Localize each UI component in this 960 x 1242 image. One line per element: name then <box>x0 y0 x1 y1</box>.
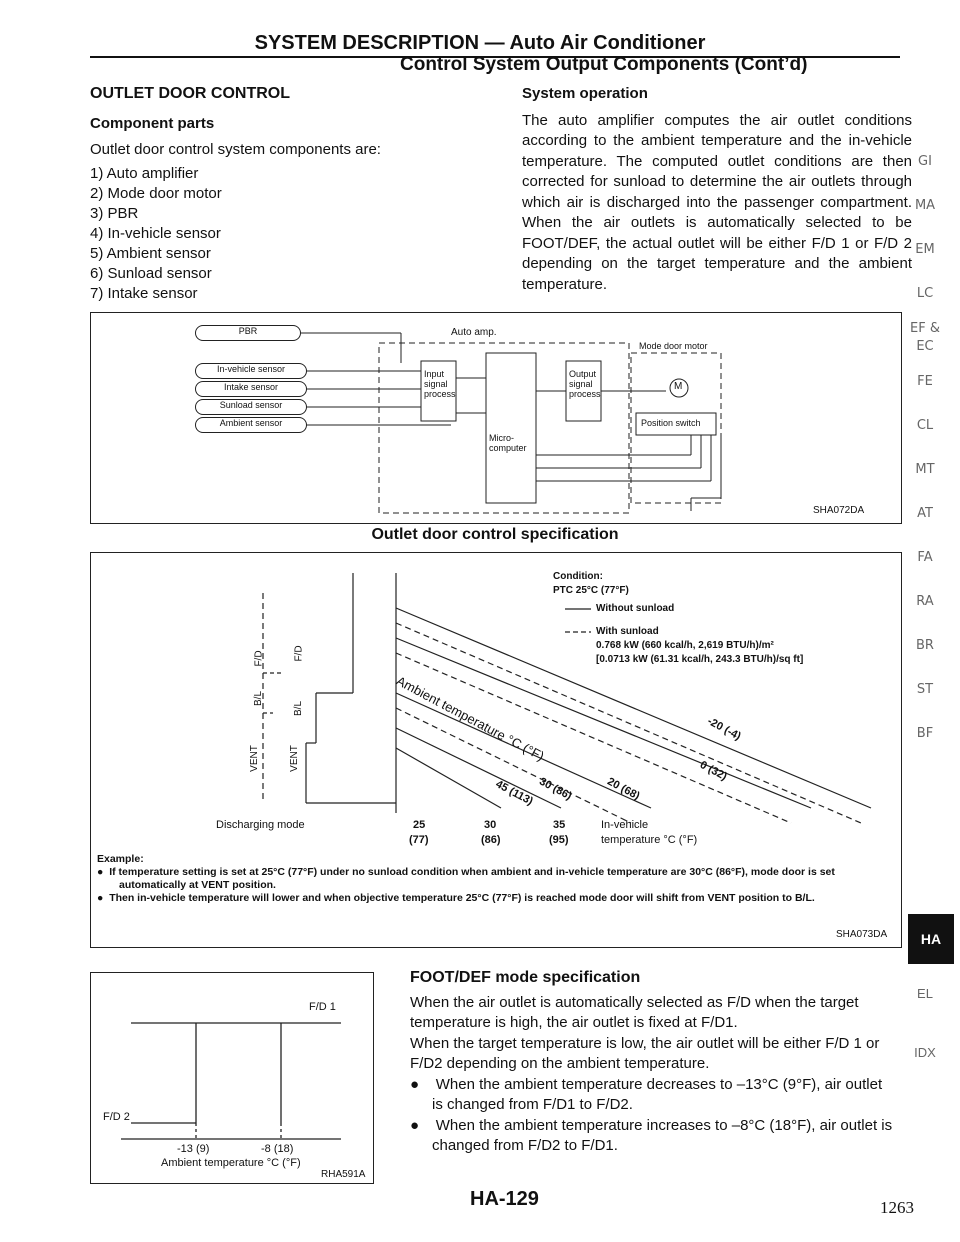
side-tab-at[interactable]: AT <box>917 506 933 521</box>
side-tab-br[interactable]: BR <box>916 638 934 653</box>
footdef-section <box>410 968 895 1157</box>
component-list <box>90 164 470 304</box>
fd-x-title: Ambient temperature °C (°F) <box>161 1157 301 1169</box>
side-tab-ra[interactable]: RA <box>916 594 934 609</box>
footdef-title: FOOT/DEF mode specification <box>410 969 641 986</box>
side-tab-em[interactable]: EM <box>915 242 935 257</box>
section-title: OUTLET DOOR CONTROL <box>90 85 290 102</box>
ambient-label: Ambient temperature °C (°F) <box>393 673 547 764</box>
x-title: In-vehicle <box>601 819 649 831</box>
x-tick-f: (95) <box>549 834 569 846</box>
list-item: 4) In-vehicle sensor <box>90 225 221 242</box>
side-tab-el[interactable]: EL <box>917 986 933 1001</box>
x-tick: 30 <box>484 819 497 831</box>
list-item: 3) PBR <box>90 205 139 222</box>
footdef-bullet: ● When the ambient temperature increases to –8°C (18°F), air outlet is changed from F/D2 to F/D1. <box>410 1116 893 1154</box>
x-tick-f: (77) <box>409 834 429 846</box>
legend-solid: Without sunload <box>596 603 675 614</box>
condition-title: Condition: <box>553 571 603 582</box>
side-tab-ma[interactable]: MA <box>914 198 936 213</box>
side-tab-gi[interactable]: GI <box>918 154 932 169</box>
auto-amp-label: Auto amp. <box>451 327 497 338</box>
side-tab-idx[interactable]: IDX <box>914 1045 936 1060</box>
sensor-sunload: Sunload sensor <box>195 399 307 415</box>
x-title: temperature °C (°F) <box>601 834 698 846</box>
input-block-label: Input signal process <box>424 369 456 399</box>
component-title: Component parts <box>90 115 215 132</box>
page-subtitle: Control System Output Components (Cont’d) <box>400 54 808 75</box>
right-column <box>522 84 912 295</box>
side-tab-mt[interactable]: MT <box>915 462 935 477</box>
line-label: 20 (68) <box>605 775 642 803</box>
output-block-label: Output signal process <box>569 369 601 399</box>
motor-title: Mode door motor <box>639 341 708 351</box>
side-tab-bf[interactable]: BF <box>916 726 934 741</box>
spec-diagram <box>90 552 902 948</box>
sunload-value-2: [0.0713 kW (61.31 kcal/h, 243.3 BTU/h)/sq ft] <box>596 654 804 665</box>
side-tab-ef-ec[interactable]: EF & EC <box>910 321 940 354</box>
example-item: ● If temperature setting is set at 25°C (77°F) under no sunload condition when ambient and in-vehicle temperature are 30°C (86°F), mode door is set automatically at VENT position. <box>97 866 835 891</box>
sensor-intake: Intake sensor <box>195 381 307 397</box>
discharging-mode-label: Discharging mode <box>216 819 305 831</box>
page-title: SYSTEM DESCRIPTION — Auto Air Conditioner <box>254 32 706 54</box>
vent-label: VENT <box>248 745 260 772</box>
example-item: ● Then in-vehicle temperature will lower and when objective temperature 25°C (77°F) is reached mode door will shift from VENT position to B/L. <box>97 892 815 904</box>
example-title: Example: <box>97 853 144 865</box>
side-tab-fa[interactable]: FA <box>917 550 933 565</box>
side-tab-st[interactable]: ST <box>916 682 934 697</box>
line-label: 45 (113) <box>493 778 535 808</box>
side-tabs <box>905 140 945 756</box>
spec-caption: Outlet door control specification <box>371 526 619 543</box>
fd-tick: -8 (18) <box>261 1143 294 1155</box>
motor-symbol: M <box>674 381 683 392</box>
bl-label: B/L <box>293 700 305 717</box>
left-column <box>90 84 470 304</box>
micro-label: Micro-computer <box>489 433 527 453</box>
fd-diagram <box>90 972 374 1184</box>
system-operation-title: System operation <box>522 85 648 102</box>
fd-tick: -13 (9) <box>177 1143 210 1155</box>
fd-label: F/D <box>293 645 305 662</box>
diagram-code: SHA073DA <box>836 929 888 940</box>
x-tick-f: (86) <box>481 834 501 846</box>
bl-label: B/L <box>253 690 265 707</box>
x-tick: 25 <box>413 819 426 831</box>
list-item: 6) Sunload sensor <box>90 265 212 282</box>
footdef-p2: When the target temperature is low, the air outlet will be either F/D 1 or F/D2 depending on the ambient temperature. <box>410 1034 880 1072</box>
line-label: 0 (32) <box>697 758 729 784</box>
example-block <box>97 853 892 905</box>
block-diagram <box>90 312 902 524</box>
diagram-code: RHA591A <box>321 1169 366 1180</box>
page-number: 1263 <box>880 1198 914 1217</box>
x-tick: 35 <box>553 819 566 831</box>
page-code: HA-129 <box>470 1188 539 1210</box>
footdef-p1: When the air outlet is automatically selected as F/D when the target temperature is high, the air outlet is fixed at F/D1. <box>410 993 859 1031</box>
sensor-in-vehicle: In-vehicle sensor <box>195 363 307 379</box>
list-item: 2) Mode door motor <box>90 185 222 202</box>
list-item: 5) Ambient sensor <box>90 245 211 262</box>
position-switch-label: Position switch <box>641 418 701 428</box>
sunload-value-1: 0.768 kW (660 kcal/h, 2,619 BTU/h)/m² <box>596 640 774 651</box>
vent-label: VENT <box>288 745 300 772</box>
footdef-bullet: ● When the ambient temperature decreases to –13°C (9°F), air outlet is changed from F/D1 to F/D2. <box>410 1075 883 1113</box>
list-item: 7) Intake sensor <box>90 285 198 302</box>
diagram-code: SHA072DA <box>813 505 865 516</box>
line-label: -20 (-4) <box>705 715 743 743</box>
system-operation-body: The auto amplifier computes the air outlet conditions according to the ambient temperature and the in-vehicle temperature. The computed outlet conditions are then corrected for sunload to determine the air outlets through which air is discharged into the passenger compartment. When the air outlets is automatically selected to be FOOT/DEF, the actual outlet will be either F/D 1 or F/D 2 depending on the target temperature and the ambient temperature. <box>522 111 912 293</box>
fd-label: F/D <box>253 650 265 667</box>
side-tab-cl[interactable]: CL <box>916 418 934 433</box>
component-intro: Outlet door control system components are: <box>90 141 381 158</box>
side-tab-ha[interactable]: HA <box>908 914 954 964</box>
fd1-label: F/D 1 <box>309 1001 336 1013</box>
fd2-label: F/D 2 <box>103 1111 130 1123</box>
side-tab-lc[interactable]: LC <box>916 286 934 301</box>
legend-dashed: With sunload <box>596 626 659 637</box>
sensor-ambient: Ambient sensor <box>195 417 307 433</box>
condition-ptc: PTC 25°C (77°F) <box>553 585 629 596</box>
line-label: 30 (86) <box>537 775 574 803</box>
list-item: 1) Auto amplifier <box>90 165 199 182</box>
sensor-pbr: PBR <box>195 325 301 341</box>
side-tab-fe[interactable]: FE <box>917 374 933 389</box>
